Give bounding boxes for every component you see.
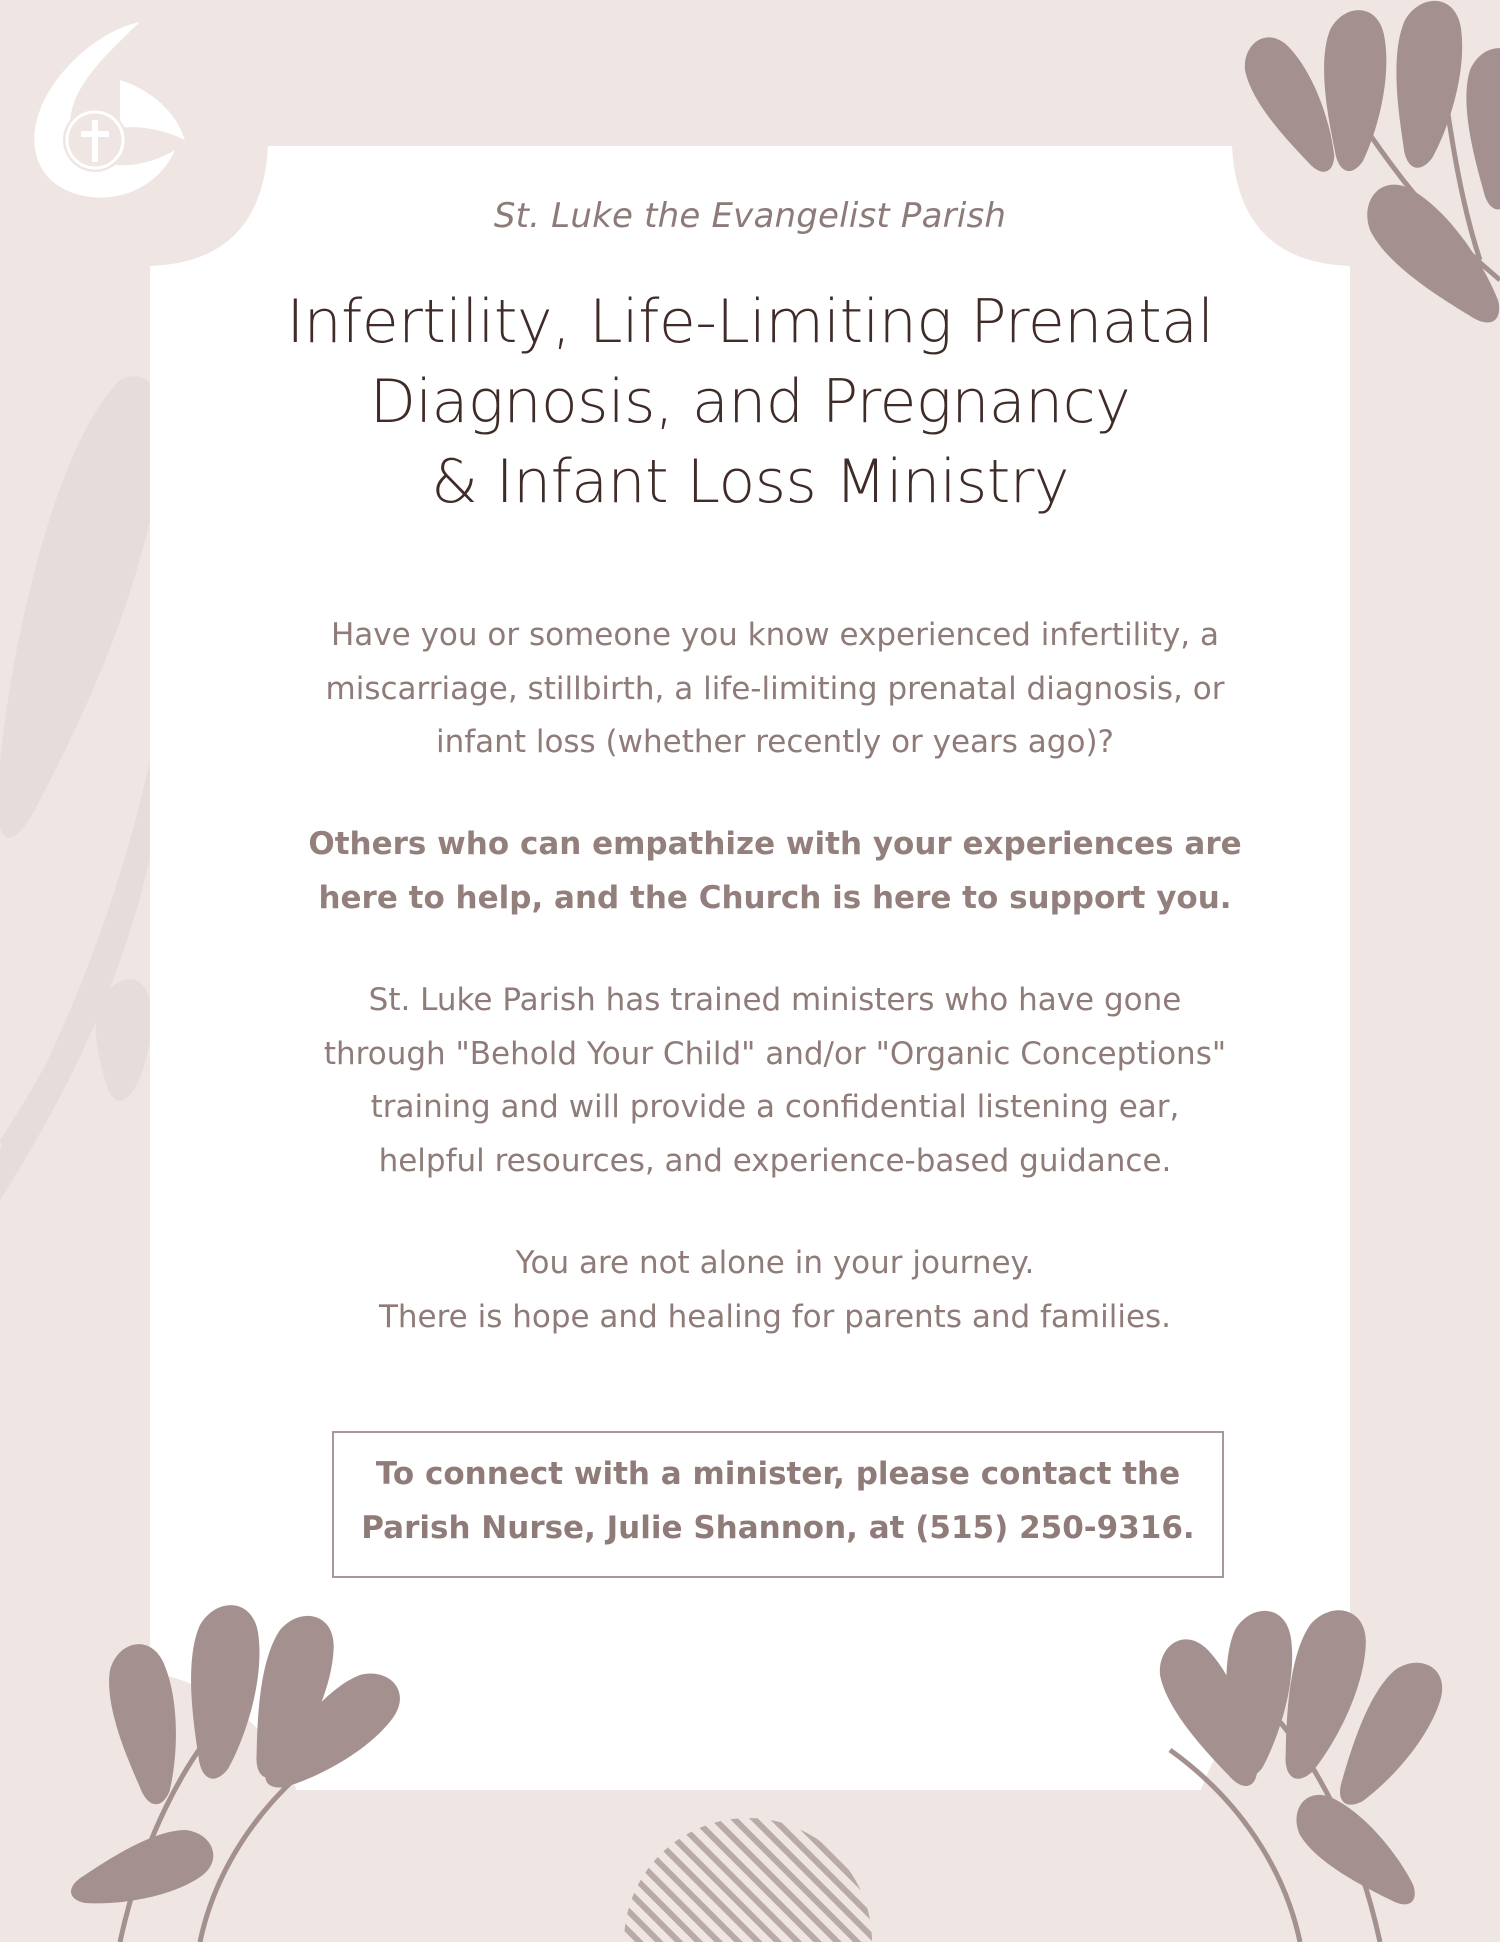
paragraph-line: Have you or someone you know experienced infertility, a	[330, 617, 1219, 653]
parish-name: St. Luke the Evangelist Parish	[493, 196, 1007, 236]
hope-paragraph	[250, 1237, 1300, 1344]
paragraph-line: There is hope and healing for parents and families.	[378, 1298, 1172, 1335]
paragraph-line: You are not alone in your journey.	[515, 1245, 1035, 1281]
paragraph-line: here to help, and the Church is here to support you.	[318, 879, 1232, 916]
paragraph-line: infant loss (whether recently or years ago)?	[436, 724, 1114, 760]
intro-paragraph	[250, 609, 1300, 770]
contact-line: Parish Nurse, Julie Shannon, at (515) 250-9316.	[361, 1509, 1195, 1546]
title-line: & Infant Loss Ministry	[431, 447, 1069, 517]
paragraph-line: Others who can empathize with your experiences are	[308, 826, 1242, 862]
paragraph-line: through "Behold Your Child" and/or "Organic Conceptions"	[323, 1035, 1227, 1072]
title-line: Infertility, Life-Limiting Prenatal	[286, 287, 1214, 357]
contact-info	[332, 1448, 1224, 1555]
paragraph-line: training and will provide a confidential listening ear,	[370, 1089, 1180, 1125]
contact-line: To connect with a minister, please contact the	[375, 1456, 1181, 1492]
paragraph-line: helpful resources, and experience-based guidance.	[378, 1142, 1172, 1179]
page-title	[250, 282, 1250, 522]
ministers-paragraph	[250, 974, 1300, 1188]
paragraph-line: St. Luke Parish has trained ministers who have gone	[368, 982, 1182, 1018]
title-line: Diagnosis, and Pregnancy	[369, 367, 1131, 437]
support-paragraph	[250, 818, 1300, 925]
paragraph-line: miscarriage, stillbirth, a life-limiting prenatal diagnosis, or	[325, 670, 1225, 707]
